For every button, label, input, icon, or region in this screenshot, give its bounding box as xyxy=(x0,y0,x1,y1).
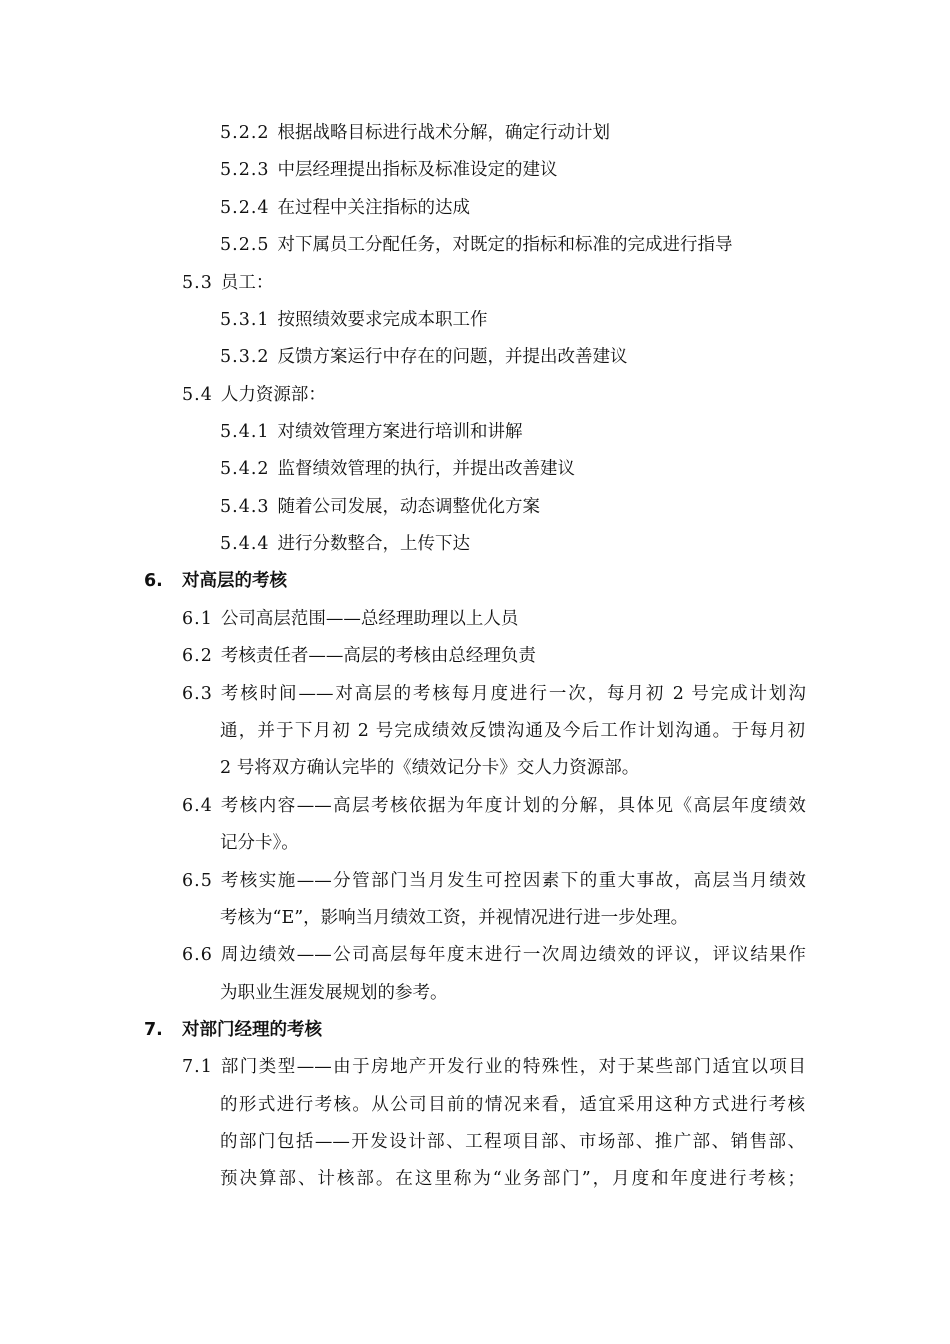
list-item-continuation: 的形式进行考核。从公司目前的情况来看，适宜采用这种方式进行考核 xyxy=(220,1095,805,1115)
subsection-heading: 5.4 人力资源部： xyxy=(182,385,326,405)
subsection-heading: 5.3 员工： xyxy=(182,273,274,293)
section-heading: 7. 对部门经理的考核 xyxy=(144,1020,322,1040)
list-item-continuation: 预决算部、计核部。在这里称为“业务部门”，月度和年度进行考核； xyxy=(220,1169,805,1189)
list-item: 5.3.1 按照绩效要求完成本职工作 xyxy=(220,310,488,330)
list-item: 5.2.2 根据战略目标进行战术分解，确定行动计划 xyxy=(220,123,611,143)
list-item: 5.2.5 对下属员工分配任务，对既定的指标和标准的完成进行指导 xyxy=(220,235,733,255)
list-item: 5.2.3 中层经理提出指标及标准设定的建议 xyxy=(220,160,558,180)
list-item: 5.4.2 监督绩效管理的执行，并提出改善建议 xyxy=(220,459,576,479)
list-item: 6.4 考核内容——高层考核依据为年度计划的分解，具体见《高层年度绩效 xyxy=(182,796,806,816)
list-item: 6.2 考核责任者——高层的考核由总经理负责 xyxy=(182,646,536,666)
list-item: 7.1 部门类型——由于房地产开发行业的特殊性，对于某些部门适宜以项目 xyxy=(182,1057,806,1077)
list-item: 5.2.4 在过程中关注指标的达成 xyxy=(220,198,471,218)
list-item-continuation: 2 号将双方确认完毕的《绩效记分卡》交人力资源部。 xyxy=(220,758,640,778)
list-item: 6.1 公司高层范围——总经理助理以上人员 xyxy=(182,609,519,629)
list-item-continuation: 考核为“E”，影响当月绩效工资，并视情况进行进一步处理。 xyxy=(220,908,689,928)
list-item: 5.4.3 随着公司发展，动态调整优化方案 xyxy=(220,497,541,517)
list-item: 6.6 周边绩效——公司高层每年度末进行一次周边绩效的评议，评议结果作 xyxy=(182,945,806,965)
section-heading: 6. 对高层的考核 xyxy=(144,571,287,591)
list-item: 6.5 考核实施——分管部门当月发生可控因素下的重大事故，高层当月绩效 xyxy=(182,871,806,891)
list-item: 5.3.2 反馈方案运行中存在的问题，并提出改善建议 xyxy=(220,347,628,367)
list-item: 6.3 考核时间——对高层的考核每月度进行一次，每月初 2 号完成计划沟 xyxy=(182,684,806,704)
list-item-continuation: 为职业生涯发展规划的参考。 xyxy=(220,983,448,1003)
list-item-continuation: 记分卡》。 xyxy=(220,833,299,853)
list-item-continuation: 的部门包括——开发设计部、工程项目部、市场部、推广部、销售部、 xyxy=(220,1132,805,1152)
list-item-continuation: 通，并于下月初 2 号完成绩效反馈沟通及今后工作计划沟通。于每月初 xyxy=(220,721,805,741)
list-item: 5.4.4 进行分数整合，上传下达 xyxy=(220,534,471,554)
list-item: 5.4.1 对绩效管理方案进行培训和讲解 xyxy=(220,422,523,442)
